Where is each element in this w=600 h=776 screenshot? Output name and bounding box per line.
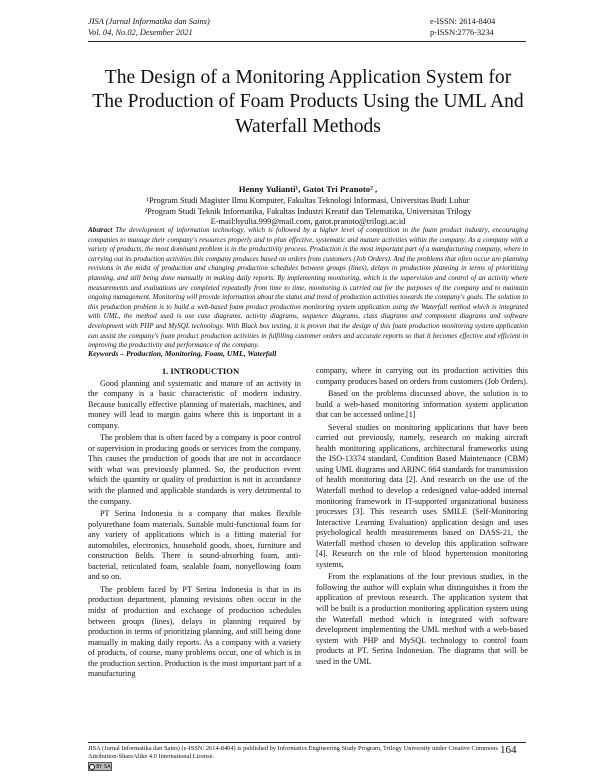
paragraph: The problem that is often faced by a company is poor control or supervision in producing goods or services from the company. This causes the production of goods that are not in accordance with what was previously planned. So, the production event which the quantity or quality of production is not in accordance with the planned and applicable standards is very detrimental to the company. [88, 433, 301, 506]
paper-title: The Design of a Monitoring Application System for The Production of Foam Products Using the UML And Waterfall Methods [92, 67, 524, 137]
creative-commons-badge [88, 762, 112, 771]
pissn: p-ISSN:2776-3234 [430, 27, 494, 37]
abstract-label: Abstract [88, 226, 113, 234]
affiliation-1: ¹Program Studi Magister Ilmu Komputer, Fakultas Teknologi Informasi, Universitas Budi Luhur [146, 196, 470, 205]
affiliations [88, 196, 528, 228]
left-column [88, 366, 301, 682]
paragraph: Good planning and systematic and mature of an activity in the company is a basic characteristic of modern industry. Because basically effective planning of materials, machines, and money will lead to margin gains where this is important in a company. [88, 378, 301, 430]
journal-name: JISA (Jurnal Informatika dan Sains) [88, 17, 210, 26]
cc-badge-label: BY SA [96, 763, 111, 770]
keywords: Keywords – Production, Monitoring, Foam, UML, Waterfall [88, 349, 277, 358]
header-divider [88, 41, 526, 42]
paragraph: Based on the problems discussed above, the solution is to build a web-based monitoring information system application that can be accessed online.[1] [316, 389, 528, 420]
page-number: 164 [500, 744, 517, 756]
eissn: e-ISSN: 2614-8404 [430, 17, 496, 26]
authors: Henny Yulianti¹, Gatot Tri Pranoto² , [238, 184, 378, 194]
journal-volume: Vol. 04, No.02, Desember 2021 [88, 27, 193, 37]
abstract [88, 226, 528, 351]
paragraph: PT Serina Indonesia is a company that makes flexible polyurethane foam materials. Suitable multi-functional foam for any variety of applications which is a fitting material for automobiles, electronics, household goods, shoes, furniture and construction fields. There is sound-absorbing foam, anti-bacterial, reticulated foam, sealable foam, nonyellowing foam and so on. [88, 509, 301, 582]
affiliation-2: ²Program Studi Teknik Informatika, Fakultas Industri Kreatif dan Telematika, Universitas Trilogy [144, 206, 472, 216]
right-column [316, 366, 528, 669]
paragraph: From the explanations of the four previous studies, in the following the author will explain what distinguishes it from the application of previous research. The application system that will be built is a production monitoring application system using the Waterfall method which is integrated with software development implementing the UML method with a web-based system with PHP and MySQL technology to control foam products at PT. Serina Indonesian. The diagrams that will be used in the UML [316, 572, 528, 666]
paragraph: company, where in carrying out its production activities this company produces based on orders from customers (Job Orders). [316, 366, 528, 386]
section-heading: 1. INTRODUCTION [161, 366, 240, 376]
author-emails: E-mail:hyulia.999@mail.com, gatot.pranoto@trilogi.ac.id [210, 217, 406, 227]
abstract-text: The development of information technology, which is followed by a higher level of competition in the foam product industry, encouraging companies to manage their company's resources properly and to plan effective, systematic and mature activities within the company. As a company with a variety of products, the most dominant problem is in the productivity process. Production is the most important part of a manufacturing company, where in carrying out its production activities this company produces based on orders from customers (Job Orders). And the problems that often occur are planning revisions in the midst of production and changing production schedules between groups (lines), delays in production planning in terms of prioritizing planning, and still being done manually in making daily reports. By implementing monitoring, which is the supervision and control of an activity where measurements and evaluations are completed repeatedly from time to time, monitoring is carried out for the purposes of the company and to maintain ongoing management. Monitoring will provide information about the status and trend of production activities towards the company's goals. The solution to this production problem is to build a web-based foam product production monitoring system application using the Waterfall method which is integrated with UML, the method used is use case diagrams, activity diagrams, sequence diagrams, class diagrams and component diagrams and software development with PHP and MySQL technology. With Black box testing, it is proven that the design of this foam production monitoring system application can assist the company's foam product production activities in fulfilling customer orders and accurate reports so that it becomes effective and efficient in improving the productivity and performance of the company. [88, 226, 528, 350]
journal-header-right [430, 17, 495, 38]
journal-header-left [88, 17, 210, 38]
paragraph: The problem faced by PT Serina Indonesia is that in its production department, planning revisions often occur in the midst of production and exchange of production schedules between groups (lines), delays in planning required by production in terms of prioritizing planning, and still being done manually in making daily reports. As a company with a variety of products, of course, many problems occur, one of which is in the production section. Production is the most important part of a manufacturing [88, 584, 301, 679]
footer-divider [88, 742, 526, 743]
footer-license-text: JISA (Jurnal Informatika dan Sains) (e-ISSN: 2614-8404) is published by Informatics Engineering Study Program, Trilogy University under Creative Commons Attribution-ShareAlike 4.0 International License. [88, 745, 498, 760]
cc-icon [89, 764, 95, 770]
paragraph: Several studies on monitoring applications that have been carried out previously, namely, research on making aircraft health monitoring applications, architectural frameworks using the ISO-13374 standard, Condition Based Maintenance (CBM) using UML diagrams and ARINC 664 standards for transmission of health monitoring data [2]. And research on the use of the Waterfall method to develop a redesigned value-added internal monitoring framework in IT-supported organizational business processes [3]. This research uses SMILE (Self-Monitoring Interactive Learning Evaluation) application design and uses psychological health measurements based on DASS-21, the Waterfall method chosen to develop this application software [4]. Research on the role of blood hypertension monitoring systems, [316, 422, 528, 569]
